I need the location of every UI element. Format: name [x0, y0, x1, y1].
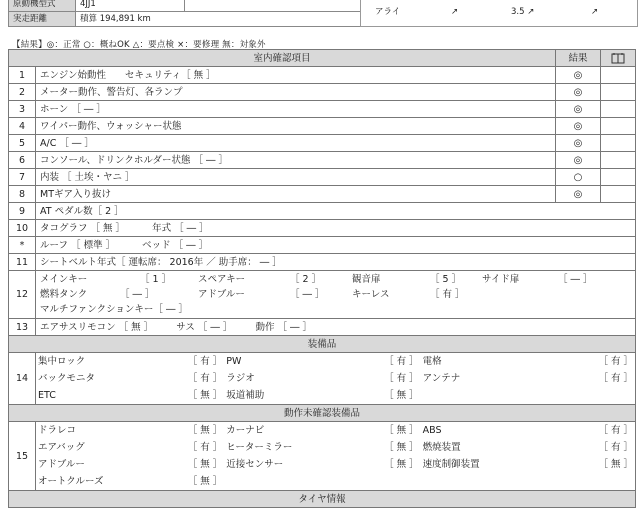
equipment-row: [36, 353, 635, 370]
equipment-name: ラジオ: [226, 373, 255, 384]
check-result: ○: [556, 169, 601, 186]
equipment-name: 燃焼装置: [422, 442, 461, 453]
alignment-box: [360, 0, 638, 27]
equipment-status: ［ 有 ］: [598, 425, 634, 436]
equipment-name: 速度制御装置: [422, 459, 480, 470]
row-number: 1: [9, 67, 36, 84]
equipment-status: ［ 無 ］: [187, 459, 223, 470]
notes-cell: [601, 186, 636, 203]
row-number: *: [9, 237, 36, 254]
equipment-row: [36, 387, 635, 404]
row-number: 9: [9, 203, 36, 220]
inspection-table: [8, 49, 636, 508]
equipment-status: ［ 有 ］: [598, 356, 634, 367]
check-result: ◎: [556, 152, 601, 169]
double-door-value: ［ 5 ］: [430, 274, 462, 285]
equipment-name: 集中ロック: [38, 356, 86, 367]
check-row: [9, 152, 636, 169]
keys-line-1: [40, 272, 631, 287]
check-item-text: ワイパー動作、ウォッシャー状態: [36, 118, 556, 135]
equipment-name: 近接センサー: [226, 459, 284, 470]
alignment-val-1: ↗: [451, 7, 459, 17]
row-number: 8: [9, 186, 36, 203]
equipment-status: ［ 無 ］: [598, 459, 634, 470]
equipment-status: [539, 387, 635, 404]
roof-text: ルーフ ［ 標準 ］: [40, 239, 116, 251]
equipment-status: ［ 無 ］: [384, 442, 419, 453]
check-result: ◎: [556, 118, 601, 135]
equipment-status: ［ 有 ］: [384, 373, 419, 384]
check-result: ◎: [556, 84, 601, 101]
check-item-text: エンジン始動性 セキュリティ［ 無 ］: [36, 67, 556, 84]
row-number: 3: [9, 101, 36, 118]
adblue-label: アドブルー: [198, 289, 245, 300]
year-text: 年式 ［ ― ］: [152, 222, 209, 234]
check-item-text: メーター動作、警告灯、各ランプ: [36, 84, 556, 101]
equipment-name: [421, 387, 539, 404]
equipment-status: ［ 有 ］: [384, 356, 419, 367]
keyless-value: ［ 有 ］: [430, 289, 465, 300]
check-item-text: A/C ［ ― ］: [36, 135, 556, 152]
row-number: 14: [9, 353, 36, 405]
row-keys: [36, 271, 636, 319]
side-door-value: ［ ― ］: [558, 274, 593, 285]
check-row: [9, 169, 636, 186]
equipment-name: エアバッグ: [38, 442, 85, 453]
tachograph-text: タコグラフ ［ 無 ］: [40, 222, 126, 234]
equipment-name: 電格: [422, 356, 442, 367]
notes-cell: [601, 67, 636, 84]
keys-line-3: マルチファンクションキー［ ― ］: [40, 304, 188, 315]
operation-text: 動作 ［ ― ］: [255, 321, 312, 333]
equipment-name: [224, 473, 342, 490]
spare-key-value: ［ 2 ］: [290, 274, 322, 285]
check-row: [9, 101, 636, 118]
row-number: 5: [9, 135, 36, 152]
check-row: [9, 118, 636, 135]
row-number: 12: [9, 271, 36, 319]
equipment-row: [36, 473, 635, 490]
equipment-status: ［ 無 ］: [384, 425, 419, 436]
equipment-name: [421, 473, 539, 490]
row-air-suspension: [36, 319, 636, 336]
check-row: [9, 67, 636, 84]
row-number: 7: [9, 169, 36, 186]
notes-cell: [601, 84, 636, 101]
equipment-status: ［ 有 ］: [598, 442, 634, 453]
equipment-name: アンテナ: [422, 373, 461, 384]
main-key-value: ［ 1 ］: [140, 274, 172, 285]
row-seatbelt: シートベルト年式［ 運転席： 2016年 ／ 助手席： ― ］: [36, 254, 636, 271]
check-item-text: コンソール、ドリンクホルダー状態 ［ ― ］: [36, 152, 556, 169]
equipment-name: オートクルーズ: [38, 476, 104, 487]
row-number: 13: [9, 319, 36, 336]
check-row: [9, 84, 636, 101]
notes-header: [601, 50, 636, 67]
notes-cell: [601, 118, 636, 135]
notes-cell: [601, 169, 636, 186]
main-key-label: メインキー: [40, 274, 88, 285]
check-item-text: MTギア入り抜け: [36, 186, 556, 203]
air-suspension-text: エアサスリモコン ［ 無 ］: [40, 321, 154, 333]
vehicle-info-strip: [8, 0, 638, 30]
check-result: ◎: [556, 101, 601, 118]
equipment-status: ［ 有 ］: [598, 373, 634, 384]
row-number: 6: [9, 152, 36, 169]
row-number: 15: [9, 422, 36, 491]
side-door-label: サイド扉: [482, 274, 520, 285]
equipment-row: [36, 370, 635, 387]
equipment-name: アドブルー: [38, 459, 85, 470]
check-row: [9, 135, 636, 152]
row-number: 2: [9, 84, 36, 101]
adblue-value: ［ ― ］: [290, 289, 325, 300]
equipment-row: [36, 422, 635, 439]
equipment-name: ABS: [422, 425, 442, 436]
equipment-status: ［ 無 ］: [187, 425, 223, 436]
check-item-text: 内装 ［ 土埃・ヤニ ］: [36, 169, 556, 186]
equipment-name: バックモニタ: [38, 373, 96, 384]
check-result: ◎: [556, 186, 601, 203]
alignment-label: アライ: [375, 7, 401, 17]
equipment-status: ［ 無 ］: [384, 459, 419, 470]
section-title-unverified: 動作未確認装備品: [9, 405, 636, 422]
section-title-interior: 室内確認項目: [9, 50, 556, 67]
mileage-label: 実走距離: [8, 11, 76, 27]
row-at-pedal: AT ペダル数［ 2 ］: [36, 203, 636, 220]
check-item-text: ホーン ［ ― ］: [36, 101, 556, 118]
equipment-status: ［ 無 ］: [384, 390, 419, 401]
fuel-tank-label: 燃料タンク: [40, 289, 88, 300]
model-value: 4JJ1: [75, 0, 185, 12]
row-number: 4: [9, 118, 36, 135]
suspension-text: サス ［ ― ］: [176, 321, 233, 333]
check-result: ◎: [556, 135, 601, 152]
model-label: 原動機型式: [8, 0, 76, 12]
alignment-val-3: ↗: [591, 7, 599, 17]
equipment-name: カーナビ: [226, 425, 265, 436]
equipment-status: [342, 473, 420, 490]
result-legend: 【結果】◎：正常 ○：概ねOK △：要点検 ×：要修理 無：対象外: [12, 40, 266, 50]
section-title-tires: タイヤ情報: [9, 491, 636, 508]
check-result: ◎: [556, 67, 601, 84]
equipment-name: PW: [226, 356, 242, 367]
row-number: 11: [9, 254, 36, 271]
equipment-status: ［ 有 ］: [187, 356, 223, 367]
equipment-subtable: [36, 353, 635, 404]
check-row: [9, 186, 636, 203]
result-header: 結果: [556, 50, 601, 67]
section-title-equipment: 装備品: [9, 336, 636, 353]
equipment-status: ［ 有 ］: [187, 373, 223, 384]
notes-cell: [601, 101, 636, 118]
spare-key-label: スペアキー: [198, 274, 246, 285]
fuel-tank-value: ［ ― ］: [120, 289, 155, 300]
row-roof: [36, 237, 636, 254]
row-tachograph: [36, 220, 636, 237]
notebook-icon: [611, 53, 625, 64]
equipment-name: ヒーターミラー: [226, 442, 293, 453]
keys-line-2: [40, 287, 631, 302]
row-number: 10: [9, 220, 36, 237]
keyless-label: キーレス: [352, 289, 390, 300]
equipment-status: [539, 473, 635, 490]
notes-cell: [601, 135, 636, 152]
equipment-row: [36, 439, 635, 456]
mileage-value: 積算 194,891 km: [75, 11, 361, 27]
bed-text: ベッド ［ ― ］: [142, 239, 209, 251]
equipment-status: ［ 無 ］: [187, 390, 223, 401]
double-door-label: 観音扉: [352, 274, 381, 285]
equipment-name: ETC: [38, 390, 56, 401]
equipment-name: ドラレコ: [38, 425, 77, 436]
equipment-status: ［ 有 ］: [187, 442, 223, 453]
equipment-row: [36, 456, 635, 473]
notes-cell: [601, 152, 636, 169]
equipment-name: 坂道補助: [226, 390, 265, 401]
equipment-grid: [36, 353, 636, 405]
equipment-status: ［ 無 ］: [187, 476, 223, 487]
unverified-grid: [36, 422, 636, 491]
alignment-val-2: 3.5 ↗: [511, 7, 535, 17]
